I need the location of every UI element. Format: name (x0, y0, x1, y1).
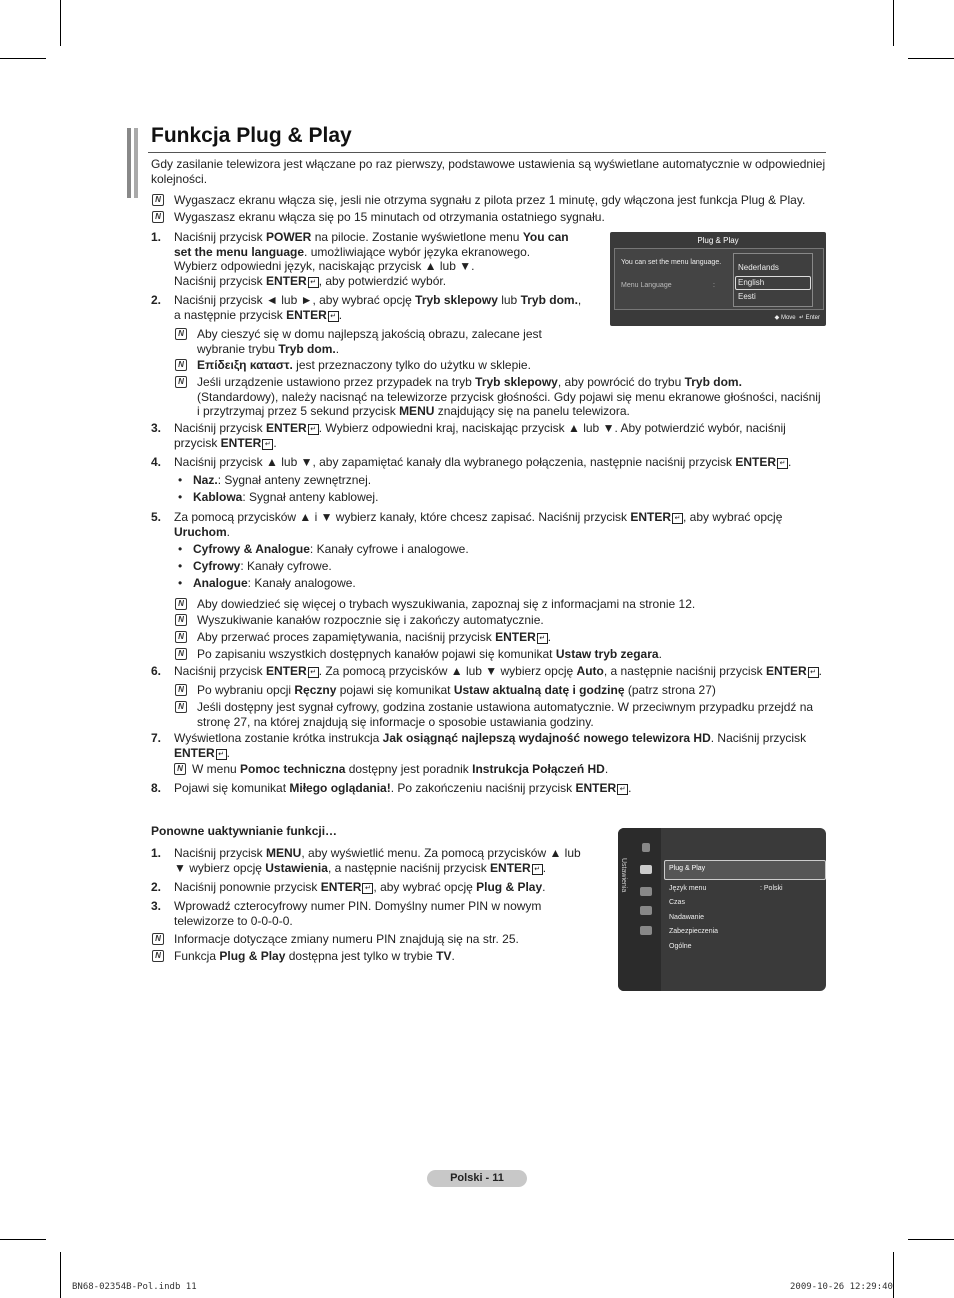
bullet-text: Cyfrowy & Analogue: Kanały cyfrowe i analogowe. (193, 542, 469, 556)
note-icon: N (175, 376, 187, 388)
note-text: W menu Pomoc techniczna dostępny jest poradnik Instrukcja Połączeń HD. (192, 762, 609, 776)
step-number: 1. (151, 846, 162, 860)
language-option[interactable]: Eesti (738, 292, 756, 301)
intro-text-cont: kolejności. (151, 172, 208, 186)
osd-body (614, 248, 824, 310)
enter-icon: ↵ (308, 277, 319, 288)
crop-mark (0, 1239, 46, 1240)
step-number: 3. (151, 899, 162, 913)
language-option[interactable]: Nederlands (738, 263, 779, 272)
page-title: Funkcja Plug & Play (151, 124, 352, 147)
section-heading: Ponowne uaktywnianie funkcji… (151, 824, 338, 838)
step-text: Wprowadź czterocyfrowy numer PIN. Domyślny numer PIN w nowym telewizorze to 0-0-0-0. (174, 899, 542, 928)
menu-item-label: Plug & Play (669, 865, 706, 872)
enter-icon: ↵ (328, 311, 339, 322)
enter-icon: ↵ (777, 458, 788, 469)
step-number: 8. (151, 781, 162, 795)
menu-item-language[interactable]: Język menu (669, 885, 707, 892)
enter-icon: ↵ (308, 424, 319, 435)
note-text: Po wybraniu opcji Ręczny pojawi się komunikat Ustaw aktualną datę i godzinę (patrz strona 27) (197, 683, 716, 697)
note-text: Επίδειξη καταστ. jest przeznaczony tylko do użytku w sklepie. (197, 358, 531, 372)
bullet: • (178, 559, 183, 573)
settings-menu-screen (618, 828, 826, 991)
intro-text: Gdy zasilanie telewizora jest włączane po raz pierwszy, podstawowe ustawienia są wyświetlane automatycznie w odpowiedniej (151, 157, 826, 171)
note-text: Aby cieszyć się w domu najlepszą jakością obrazu, zalecane jest wybranie trybu Tryb dom.. (197, 327, 542, 356)
step-text: Pojawi się komunikat Miłego oglądania!. Po zakończeniu naciśnij przycisk ENTER ↵ . (174, 781, 632, 795)
osd-colon: : (713, 282, 715, 289)
note-icon: N (152, 211, 164, 223)
crop-mark (893, 0, 894, 46)
note-icon: N (175, 614, 187, 626)
note-text: Aby przerwać proces zapamiętywania, naciśnij przycisk ENTER ↵ . (197, 630, 552, 644)
note-icon: N (175, 359, 187, 371)
note-icon: N (152, 194, 164, 206)
step-text: Naciśnij przycisk ENTER ↵ . Za pomocą przycisków ▲ lub ▼ wybierz opcję Auto, a następnie naciśnij przycisk ENTER ↵ . (174, 664, 822, 678)
step-text: Naciśnij ponownie przycisk ENTER ↵ , aby wybrać opcję Plug & Play. (174, 880, 546, 894)
footer-file: BN68-02354B-Pol.indb 11 (72, 1282, 197, 1292)
note-icon: N (152, 933, 164, 945)
step-number: 5. (151, 510, 162, 524)
osd-message: You can set the menu language. (621, 259, 722, 266)
crop-mark (908, 1239, 954, 1240)
language-option[interactable]: English (738, 278, 765, 287)
enter-hint: Enter (805, 315, 820, 321)
enter-icon: ↵ (216, 749, 227, 760)
channel-icon (640, 887, 652, 896)
crop-mark (0, 58, 46, 59)
enter-icon: ↵ (262, 439, 273, 450)
footer-timestamp: 2009-10-26 12:29:40 (790, 1282, 893, 1292)
step-text: Naciśnij przycisk ENTER ↵ . Wybierz odpowiedni kraj, naciskając przycisk ▲ lub ▼. Aby potwierdzić wybór, naciśnij przycisk ENTER ↵ . (174, 421, 786, 450)
osd-footer: ◆ Move ↵ Enter (774, 315, 820, 321)
crop-mark (60, 1252, 61, 1298)
note-text: Wygaszasz ekranu włącza się po 15 minutach od otrzymania ostatniego sygnału. (174, 210, 605, 224)
title-accent-bar (127, 128, 131, 198)
note-text: Jeśli dostępny jest sygnał cyfrowy, godzina zostanie ustawiona automatycznie. W przeciwnym przypadku przejdź na stronę 27, na której znajdują się informacje o sposobie ustawiania godziny. (197, 700, 814, 729)
step-text: Naciśnij przycisk POWER na pilocie. Zostanie wyświetlone menu You can set the menu language. umożliwiające wybór języka ekranowego. Wybierz odpowiedni język, naciskając przycisk ▲ lub ▼. Naciśnij przycisk ENTER ↵ , aby potwierdzić wybór. (174, 230, 569, 288)
bullet-text: Analogue: Kanały analogowe. (193, 576, 356, 590)
osd-title: Plug & Play (697, 236, 739, 245)
step-text: Za pomocą przycisków ▲ i ▼ wybierz kanały, które chcesz zapisać. Naciśnij przycisk ENTER ↵ , aby wybrać opcję Uruchom. (174, 510, 783, 539)
note-text: Funkcja Plug & Play dostępna jest tylko w trybie TV. (174, 949, 455, 963)
step-number: 4. (151, 455, 162, 469)
note-icon: N (175, 598, 187, 610)
osd-label: Menu Language (621, 282, 672, 289)
input-icon (640, 906, 652, 915)
note-text: Informacje dotyczące zmiany numeru PIN znajdują się na str. 25. (174, 932, 519, 946)
note-icon: N (174, 763, 186, 775)
settings-gear-icon (640, 865, 652, 874)
bullet-text: Naz.: Sygnał anteny zewnętrznej. (193, 473, 372, 487)
note-text: Jeśli urządzenie ustawiono przez przypadek na tryb Tryb sklepowy, aby powrócić do trybu Tryb dom. (Standardowy), należy nacisnąć na telewizorze przycisk głośności. Gdy pojawi się menu ekranowe głośności, naciśnij i przytrzymaj przez 5 sekund przycisk MENU znajdujący się na panelu telewizora. (197, 375, 821, 418)
note-icon: N (175, 684, 187, 696)
bullet: • (178, 490, 183, 504)
note-text: Aby dowiedzieć się więcej o trybach wyszukiwania, zapoznaj się z informacjami na stronie 12. (197, 597, 696, 611)
menu-item-general[interactable]: Ogólne (669, 943, 692, 950)
enter-icon: ↵ (808, 667, 819, 678)
language-list[interactable] (733, 253, 813, 307)
bullet: • (178, 473, 183, 487)
plug-and-play-item[interactable] (664, 860, 826, 880)
bullet: • (178, 542, 183, 556)
step-number: 1. (151, 230, 162, 244)
enter-icon: ↵ (672, 513, 683, 524)
enter-icon: ↵ (617, 784, 628, 795)
menu-item-broadcast[interactable]: Nadawanie (669, 914, 705, 921)
bullet-text: Cyfrowy: Kanały cyfrowe. (193, 559, 332, 573)
enter-icon: ↵ (532, 864, 543, 875)
menu-language-screen (610, 232, 826, 326)
note-icon: N (175, 631, 187, 643)
picture-icon (642, 843, 650, 852)
note-text: Po zapisaniu wszystkich dostępnych kanałów pojawi się komunikat Ustaw tryb zegara. (197, 647, 662, 661)
menu-item-security[interactable]: Zabezpieczenia (669, 928, 719, 935)
note-icon: N (175, 648, 187, 660)
sidebar-label: Ustawienia (620, 858, 627, 893)
page-number-badge: Polski - 11 (427, 1170, 527, 1187)
note-text: Wygaszacz ekranu włącza się, jesli nie otrzyma sygnału z pilota przez 1 minutę, gdy włączona jest funkcja Plug & Play. (174, 193, 806, 207)
note-icon: N (175, 328, 187, 340)
language-value: : Polski (760, 885, 783, 892)
step-text: Naciśnij przycisk ▲ lub ▼, aby zapamiętać kanały dla wybranego połączenia, następnie naciśnij przycisk ENTER ↵ . (174, 455, 792, 469)
title-accent-bar (134, 128, 138, 198)
enter-icon: ↵ (537, 633, 548, 644)
title-divider (148, 152, 826, 153)
bullet-text: Kablowa: Sygnał anteny kablowej. (193, 490, 379, 504)
note-text: Wyszukiwanie kanałów rozpocznie się i zakończy automatycznie. (197, 613, 544, 627)
step-number: 3. (151, 421, 162, 435)
step-number: 2. (151, 880, 162, 894)
application-icon (640, 926, 652, 935)
step-text: Naciśnij przycisk ◄ lub ►, aby wybrać opcję Tryb sklepowy lub Tryb dom., a następnie przycisk ENTER ↵ . (174, 293, 582, 322)
menu-sidebar (618, 828, 661, 991)
step-number: 7. (151, 731, 162, 745)
menu-item-time[interactable]: Czas (669, 899, 685, 906)
crop-mark (908, 58, 954, 59)
step-text: Naciśnij przycisk MENU, aby wyświetlić menu. Za pomocą przycisków ▲ lub ▼ wybierz opcję Ustawienia, a następnie naciśnij przycisk ENTER ↵ . (174, 846, 581, 875)
crop-mark (893, 1252, 894, 1298)
note-icon: N (152, 950, 164, 962)
step-number: 2. (151, 293, 162, 307)
crop-mark (60, 0, 61, 46)
step-text: Wyświetlona zostanie krótka instrukcja Jak osiągnąć najlepszą wydajność nowego telewizora HD. Naciśnij przycisk ENTER ↵ . (174, 731, 807, 760)
note-icon: N (175, 701, 187, 713)
enter-icon: ↵ (308, 667, 319, 678)
bullet: • (178, 576, 183, 590)
step-number: 6. (151, 664, 162, 678)
move-hint: Move (780, 315, 796, 321)
enter-icon: ↵ (362, 883, 373, 894)
